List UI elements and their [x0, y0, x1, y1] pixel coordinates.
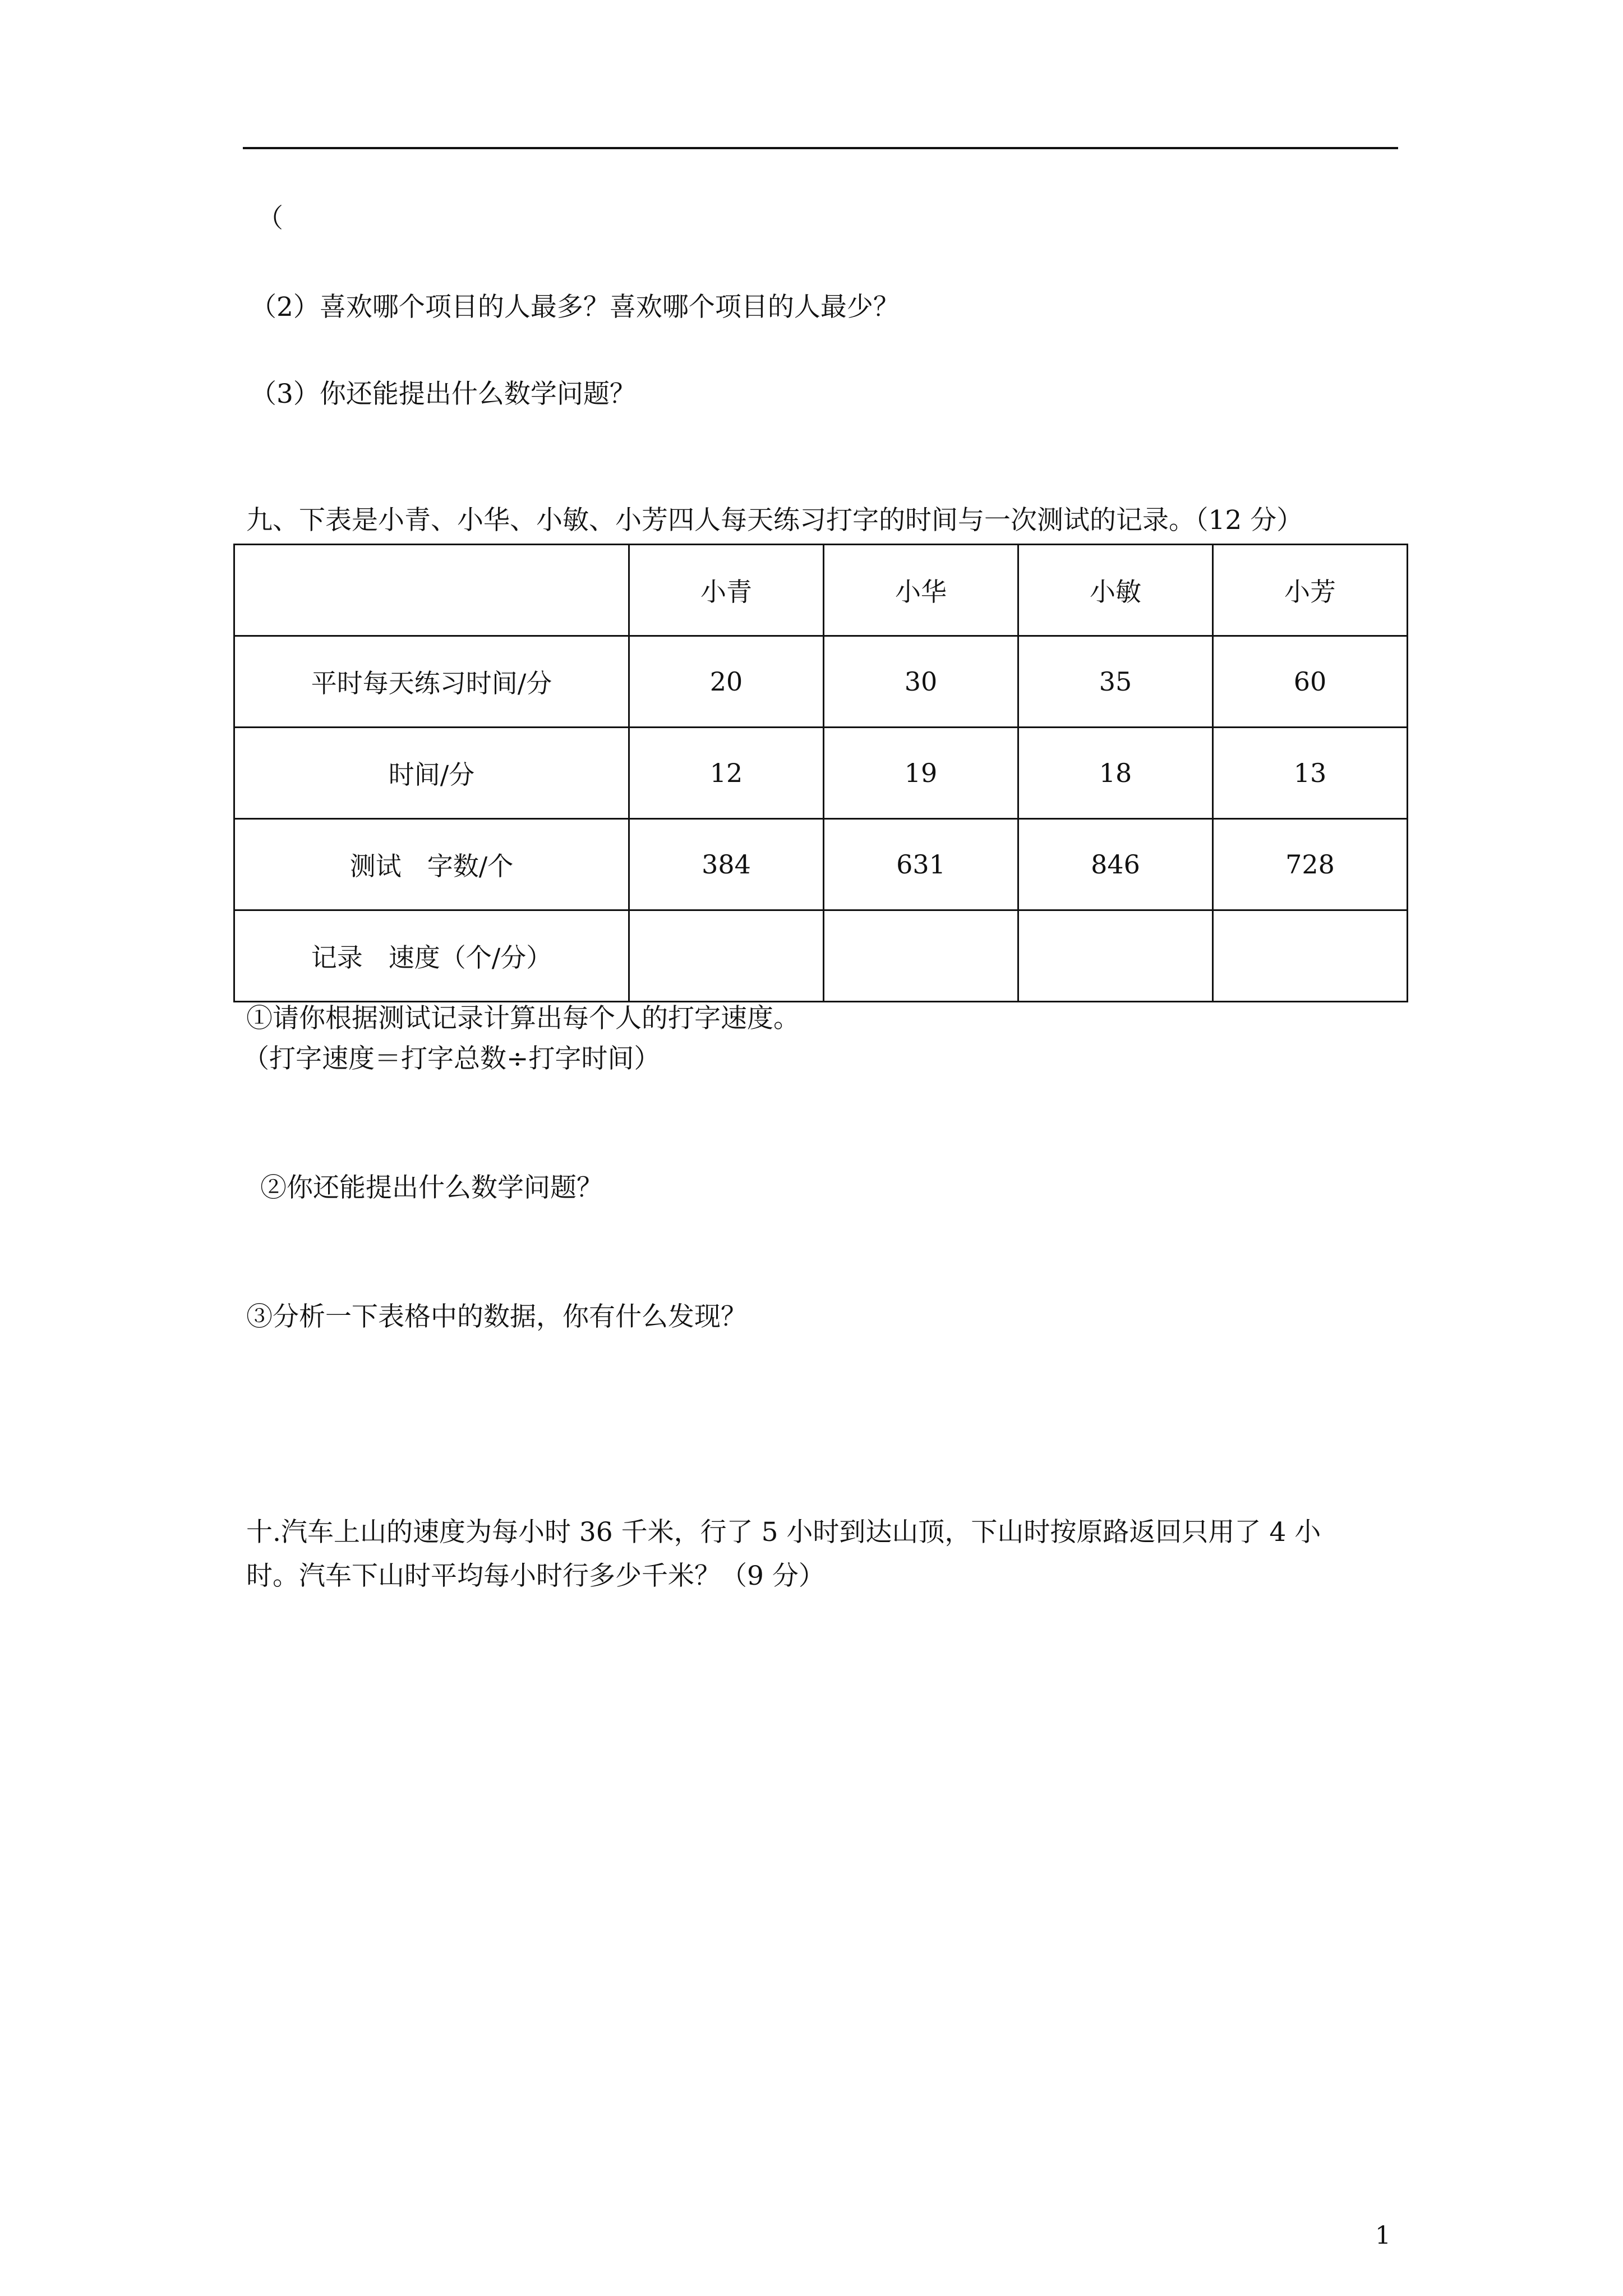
table-header-row: [234, 545, 1408, 636]
stray-paren: （: [257, 203, 283, 234]
table-cell: 631: [824, 819, 1018, 910]
q8-sub3: （3）你还能提出什么数学问题？: [250, 379, 636, 409]
table-row: [234, 819, 1408, 910]
table-header-cell: 小青: [629, 545, 824, 636]
table-header-cell: 小芳: [1213, 545, 1408, 636]
table-cell: 384: [629, 819, 824, 910]
page-number: 1: [1375, 2221, 1391, 2250]
q9-sub1: ①请你根据测试记录计算出每个人的打字速度。: [246, 1003, 800, 1034]
answer-cell[interactable]: [824, 910, 1018, 1002]
table-cell: 20: [629, 636, 824, 728]
q9-sub2: ②你还能提出什么数学问题？: [260, 1172, 603, 1203]
table-cell: 30: [824, 636, 1018, 728]
table-cell: 846: [1018, 819, 1213, 910]
table-cell: 13: [1213, 728, 1408, 819]
header-rule: [243, 147, 1398, 149]
answer-cell[interactable]: [629, 910, 824, 1002]
q9-sub3: ③分析一下表格中的数据，你有什么发现？: [246, 1301, 747, 1332]
row-label: 时间/分: [234, 728, 629, 819]
table-header-cell: [234, 545, 629, 636]
q9-formula: （打字速度＝打字总数÷打字时间）: [243, 1043, 661, 1074]
table-row: [234, 636, 1408, 728]
row-label: 平时每天练习时间/分: [234, 636, 629, 728]
row-label: 测试 字数/个: [234, 819, 629, 910]
answer-cell[interactable]: [1018, 910, 1213, 1002]
table-header-cell: 小华: [824, 545, 1018, 636]
table-cell: 728: [1213, 819, 1408, 910]
answer-cell[interactable]: [1213, 910, 1408, 1002]
typing-record-table: [233, 544, 1408, 1002]
q9-title: 九、下表是小青、小华、小敏、小芳四人每天练习打字的时间与一次测试的记录。（12 分）: [246, 505, 1303, 536]
table-cell: 18: [1018, 728, 1213, 819]
table-cell: 35: [1018, 636, 1213, 728]
table-row: [234, 910, 1408, 1002]
table-cell: 60: [1213, 636, 1408, 728]
q8-sub2: （2）喜欢哪个项目的人最多？喜欢哪个项目的人最少？: [250, 292, 900, 323]
q10-line2: 时。汽车下山时平均每小时行多少千米？（9 分）: [246, 1561, 825, 1591]
table-cell: 12: [629, 728, 824, 819]
row-label: 记录 速度（个/分）: [234, 910, 629, 1002]
q10-line1: 十.汽车上山的速度为每小时 36 千米，行了 5 小时到达山顶，下山时按原路返回只用了 4 小: [246, 1517, 1321, 1548]
table-header-cell: 小敏: [1018, 545, 1213, 636]
table-row: [234, 728, 1408, 819]
table-cell: 19: [824, 728, 1018, 819]
